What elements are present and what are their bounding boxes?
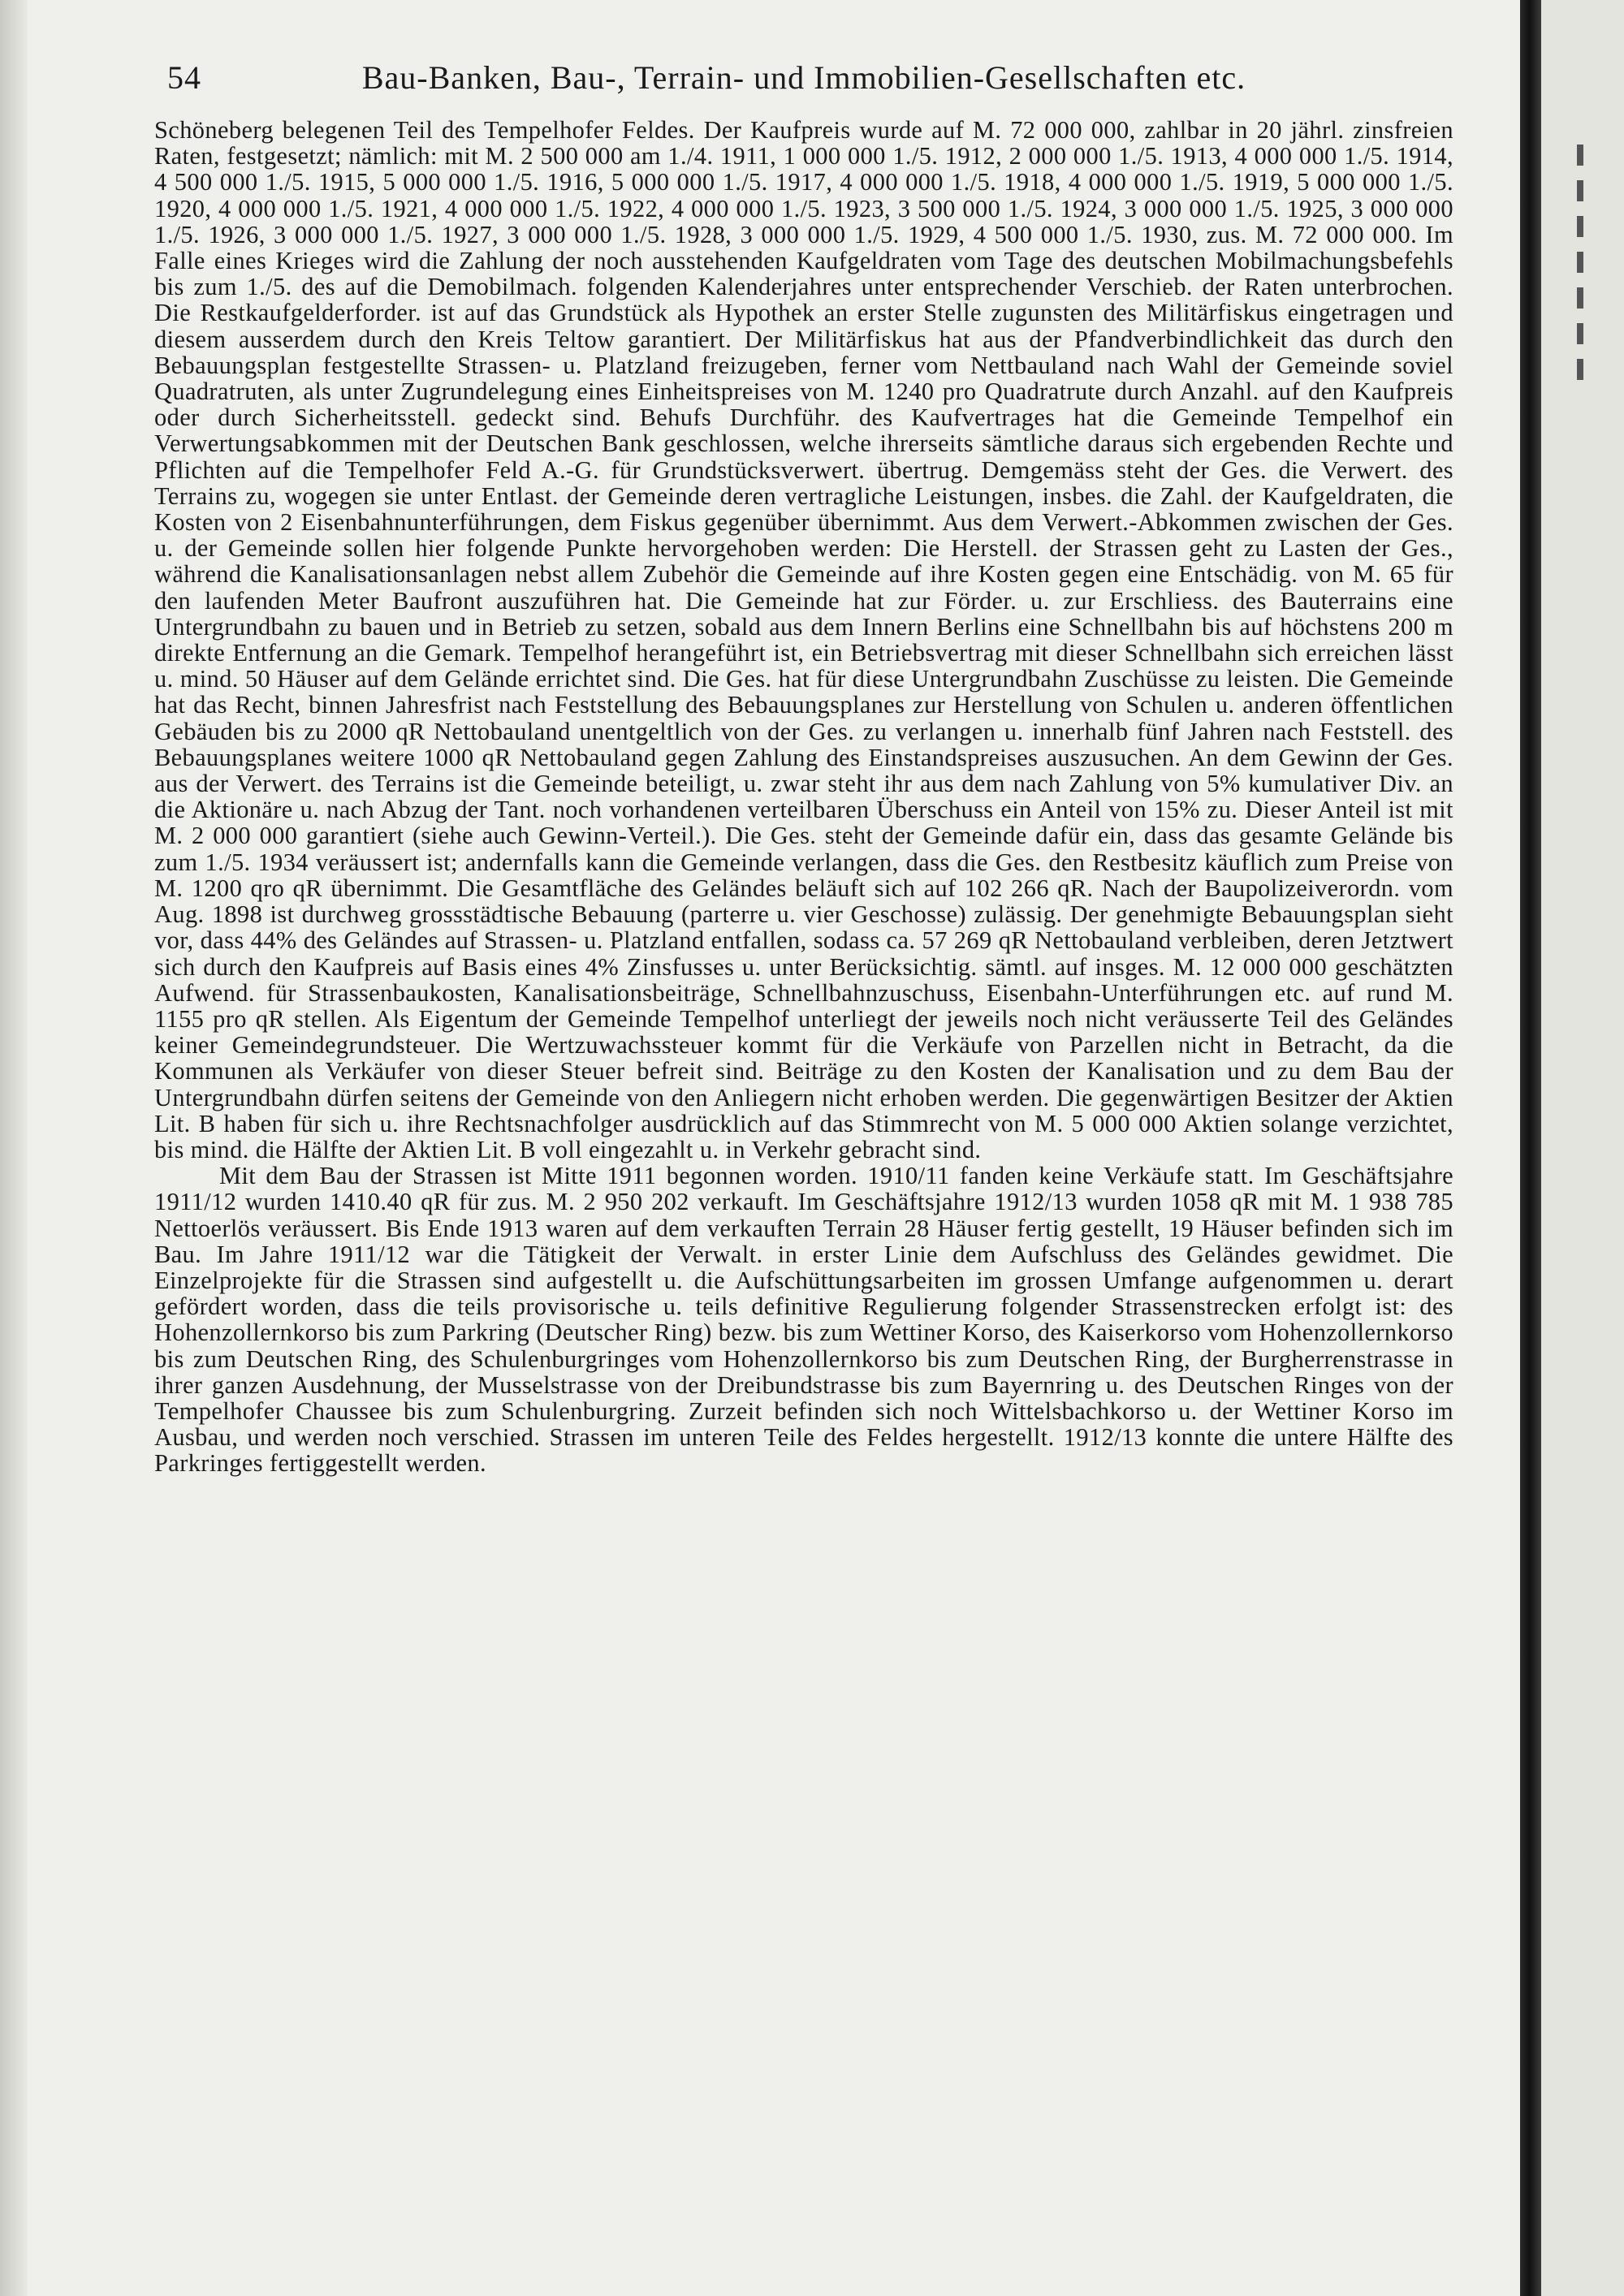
adjacent-text-fragment xyxy=(1577,252,1583,273)
adjacent-text-fragment xyxy=(1577,145,1583,166)
adjacent-page-edge xyxy=(1541,0,1624,2296)
adjacent-text-fragment xyxy=(1577,359,1583,380)
scan-shadow-left xyxy=(0,0,28,2296)
page-header xyxy=(154,58,1453,101)
adjacent-text-fragment xyxy=(1577,180,1583,201)
paragraph-construction-progress: Mit dem Bau der Strassen ist Mitte 1911 begonnen worden. 1910/11 fanden keine Verkäufe statt. Im Geschäftsjahre 1911/12 wurden 1410.40 qR für zus. M. 2 950 202 verkauft. Im Geschäftsjahre 1912/13 wurden 1058 qR mit M. 1 938 785 Nettoerlös veräussert. Bis Ende 1913 waren auf dem verkauften Terrain 28 Häuser fertig gestellt, 19 Häuser befinden sich im Bau. Im Jahre 1911/12 war die Tätigkeit der Verwalt. in erster Linie dem Aufschluss des Geländes gewidmet. Die Einzelprojekte für die Strassen sind aufgestellt u. die Aufschüttungsarbeiten im grossen Umfange aufgenommen u. derart gefördert worden, dass die teils provisorische u. teils definitive Regulierung folgender Strassenstrecken erfolgt ist: des Hohenzollernkorso bis zum Parkring (Deutscher Ring) bezw. bis zum Wettiner Korso, des Kaiserkorso vom Hohenzollernkorso bis zum Deutschen Ring, des Schulenburgringes vom Hohenzollernkorso bis zum Deutschen Ring, der Burgherrenstrasse in ihrer ganzen Ausdehnung, der Musselstrasse von der Dreibundstrasse bis zum Bayernring u. des Deutschen Ringes von der Tempelhofer Chaussee bis zum Schulenburgring. Zurzeit befinden sich noch Wittelsbachkorso u. der Wettiner Korso im Ausbau, und werden noch verschied. Strassen im unteren Teile des Feldes hergestellt. 1912/13 konnte die untere Hälfte des Parkringes fertiggestellt werden. xyxy=(154,1162,1453,1478)
adjacent-text-fragment xyxy=(1577,323,1583,344)
book-page xyxy=(154,58,1453,1477)
running-title: Bau-Banken, Bau-, Terrain- und Immobilien-Gesellschaften etc. xyxy=(361,59,1246,96)
page-body xyxy=(154,117,1453,1477)
adjacent-text-fragment xyxy=(1577,216,1583,237)
book-gutter xyxy=(1520,0,1541,2296)
adjacent-text-fragment xyxy=(1577,287,1583,309)
paragraph-tempelhof-contract: Schöneberg belegenen Teil des Tempelhofer Feldes. Der Kaufpreis wurde auf M. 72 000 000, zahlbar in 20 jährl. zinsfreien Raten, festgesetzt; nämlich: mit M. 2 500 000 am 1./4. 1911, 1 000 000 1./5. 1912, 2 000 000 1./5. 1913, 4 000 000 1./5. 1914, 4 500 000 1./5. 1915, 5 000 000 1./5. 1916, 5 000 000 1./5. 1917, 4 000 000 1./5. 1918, 4 000 000 1./5. 1919, 5 000 000 1./5. 1920, 4 000 000 1./5. 1921, 4 000 000 1./5. 1922, 4 000 000 1./5. 1923, 3 500 000 1./5. 1924, 3 000 000 1./5. 1925, 3 000 000 1./5. 1926, 3 000 000 1./5. 1927, 3 000 000 1./5. 1928, 3 000 000 1./5. 1929, 4 500 000 1./5. 1930, zus. M. 72 000 000. Im Falle eines Krieges wird die Zahlung der noch ausstehenden Kaufgeldraten vom Tage des deutschen Mobilmachungsbefehls bis zum 1./5. des auf die Demobilmach. folgenden Kalenderjahres unter entsprechender Verschieb. der Raten unterbrochen. Die Restkaufgelderforder. ist auf das Grundstück als Hypothek an erster Stelle zugunsten des Militärfiskus eingetragen und diesem ausserdem durch den Kreis Teltow garantiert. Der Militärfiskus hat aus der Pfandverbindlichkeit das durch den Bebauungsplan festgestellte Strassen- u. Platzland freizugeben, ferner vom Nettbauland nach Wahl der Gemeinde soviel Quadratruten, als unter Zugrundelegung eines Einheitspreises von M. 1240 pro Quadratrute durch Anzahl. auf den Kaufpreis oder durch Sicherheitsstell. gedeckt sind. Behufs Durchführ. des Kaufvertrages hat die Gemeinde Tempelhof ein Verwertungsabkommen mit der Deutschen Bank geschlossen, welche ihrerseits sämtliche daraus sich ergebenden Rechte und Pflichten auf die Tempelhofer Feld A.-G. für Grundstücksverwert. übertrug. Demgemäss steht der Ges. die Verwert. des Terrains zu, wogegen sie unter Entlast. der Gemeinde deren vertragliche Leistungen, insbes. die Zahl. der Kaufgeldraten, die Kosten von 2 Eisenbahnunterführungen, dem Fiskus gegenüber übernimmt. Aus dem Verwert.-Abkommen zwischen der Ges. u. der Gemeinde sollen hier folgende Punkte hervorgehoben werden: Die Herstell. der Strassen geht zu Lasten der Ges., während die Kanalisationsanlagen nebst allem Zubehör die Gemeinde auf ihre Kosten gegen eine Entschädig. von M. 65 für den laufenden Meter Baufront auszuführen hat. Die Gemeinde hat zur Förder. u. zur Erschliess. des Bauterrains eine Untergrundbahn zu bauen und in Betrieb zu setzen, sobald aus dem Innern Berlins eine Schnellbahn bis auf höchstens 200 m direkte Entfernung an die Gemark. Tempelhof herangeführt ist, ein Betriebsvertrag mit dieser Schnellbahn sich erreichen lässt u. mind. 50 Häuser auf dem Gelände errichtet sind. Die Ges. hat für diese Untergrundbahn Zuschüsse zu leisten. Die Gemeinde hat das Recht, binnen Jahresfrist nach Feststellung des Bebauungsplanes zur Herstellung von Schulen u. anderen öffentlichen Gebäuden bis zu 2000 qR Nettobauland unentgeltlich von der Ges. zu verlangen u. innerhalb fünf Jahren nach Feststell. des Bebauungsplanes weitere 1000 qR Nettobauland gegen Zahlung des Einstandspreises auszusuchen. An dem Gewinn der Ges. aus der Verwert. des Terrains ist die Gemeinde beteiligt, u. zwar steht ihr aus dem nach Zahlung von 5% kumulativer Div. an die Aktionäre u. nach Abzug der Tant. noch vorhandenen verteilbaren Überschuss ein Anteil von 15% zu. Dieser Anteil ist mit M. 2 000 000 garantiert (siehe auch Gewinn-Verteil.). Die Ges. steht der Gemeinde dafür ein, dass das gesamte Gelände bis zum 1./5. 1934 veräussert ist; andernfalls kann die Gemeinde verlangen, dass die Ges. den Restbesitz käuflich zum Preise von M. 1200 qro qR übernimmt. Die Gesamtfläche des Geländes beläuft sich auf 102 266 qR. Nach der Baupolizeiverordn. vom Aug. 1898 ist durchweg grossstädtische Bebauung (parterre u. vier Geschosse) zulässig. Der genehmigte Bebauungsplan sieht vor, dass 44% des Geländes auf Strassen- u. Platzland entfallen, sodass ca. 57 269 qR Nettobauland verbleiben, deren Jetztwert sich durch den Kaufpreis auf Basis eines 4% Zinsfusses u. unter Berücksichtig. sämtl. auf insges. M. 12 000 000 geschätzten Aufwend. für Strassenbaukosten, Kanalisationsbeiträge, Schnellbahnzuschuss, Eisenbahn-Unterführungen etc. auf rund M. 1155 pro qR stellen. Als Eigentum der Gemeinde Tempelhof unterliegt der jeweils noch nicht veräusserte Teil des Geländes keiner Gemeindegrundsteuer. Die Wertzuwachssteuer kommt für die Verkäufe von Parzellen nicht in Betracht, da die Kommunen als Verkäufer von dieser Steuer befreit sind. Beiträge zu den Kosten der Kanalisation und zu dem Bau der Untergrundbahn dürfen seitens der Gemeinde von den Anliegern nicht erhoben werden. Die gegenwärtigen Besitzer der Aktien Lit. B haben für sich u. ihre Rechtsnachfolger ausdrücklich auf das Stimmrecht von M. 5 000 000 Aktien solange verzichtet, bis mind. die Hälfte der Aktien Lit. B voll eingezahlt u. in Verkehr gebracht sind. xyxy=(154,116,1453,1163)
page-number: 54 xyxy=(167,59,201,96)
